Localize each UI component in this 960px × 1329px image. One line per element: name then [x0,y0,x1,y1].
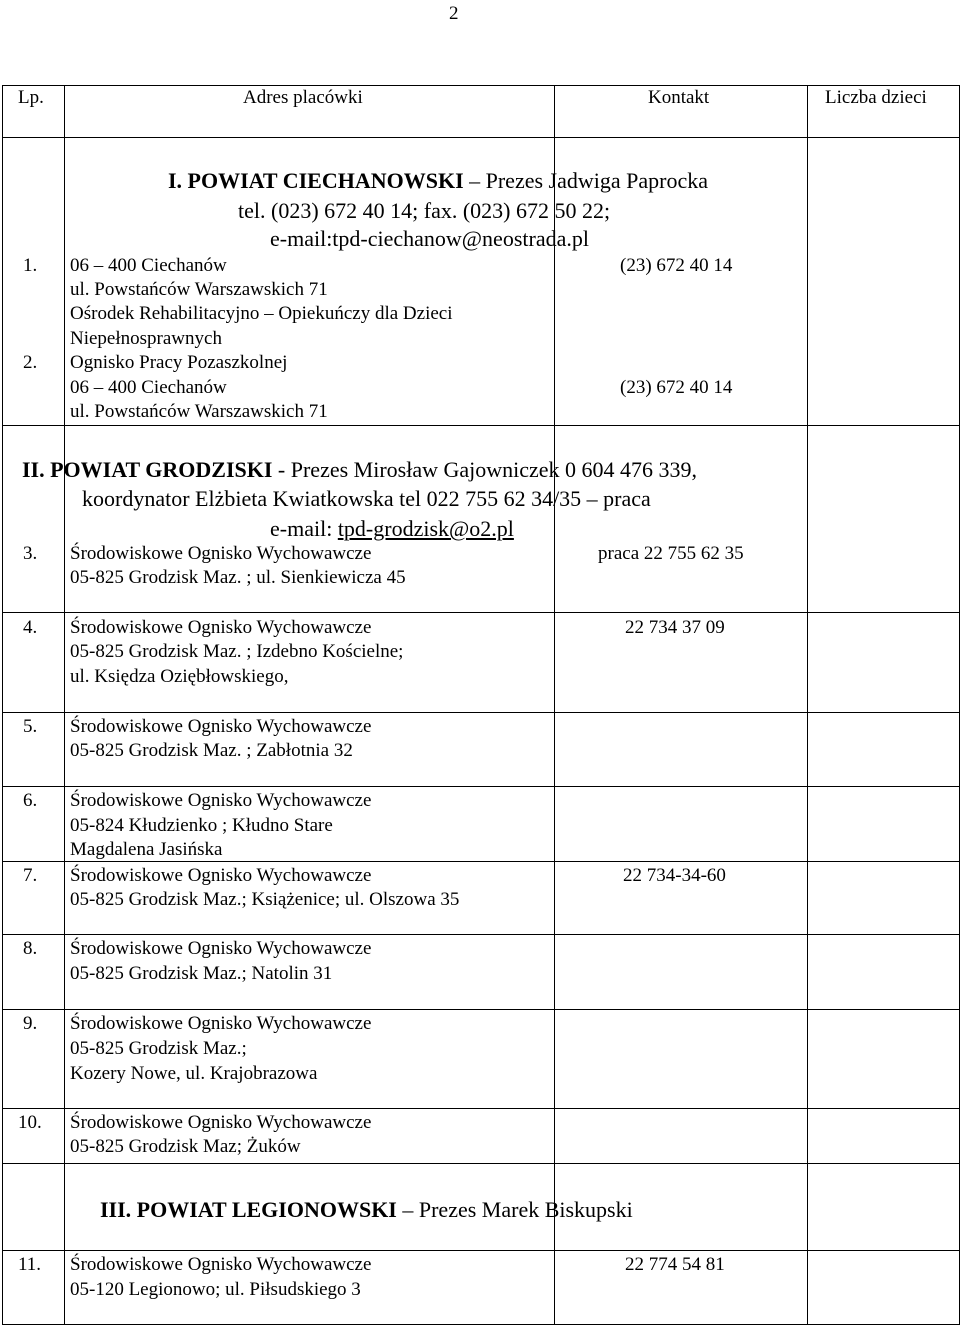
entry-8-line2: 05-825 Grodzisk Maz.; Natolin 31 [70,963,333,984]
page-number: 2 [449,3,459,24]
section2-email-link[interactable]: tpd-grodzisk@o2.pl [337,516,514,541]
section2-title-lead: II. POWIAT GRODZISKI [22,457,273,482]
entry-2-line1: Ognisko Pracy Pozaszkolnej [70,352,288,373]
entry-11-line1: Środowiskowe Ognisko Wychowawcze [70,1254,372,1275]
section3-title-lead: III. POWIAT LEGIONOWSKI [100,1197,397,1222]
section2-title-rest: - Prezes Mirosław Gajowniczek 0 604 476 339, [272,457,698,482]
entry-8-line1: Środowiskowe Ognisko Wychowawcze [70,938,372,959]
entry-8-number: 8. [23,938,38,959]
section1-title [168,168,708,194]
entry-9-number: 9. [23,1013,38,1034]
entry-4-line2: 05-825 Grodzisk Maz. ; Izdebno Kościelne; [70,641,404,662]
entry-2-number: 2. [23,352,38,373]
entry-6-line3: Magdalena Jasińska [70,839,223,860]
entry-1-line3: Ośrodek Rehabilitacyjno – Opiekuńczy dla Dzieci [70,303,453,324]
entry-5-line1: Środowiskowe Ognisko Wychowawcze [70,716,372,737]
entry-5-line2: 05-825 Grodzisk Maz. ; Zabłotnia 32 [70,740,353,761]
entry-1-line1: 06 – 400 Ciechanów [70,255,227,276]
entry-3-line1: Środowiskowe Ognisko Wychowawcze [70,543,372,564]
entry-1-contact: (23) 672 40 14 [620,255,733,276]
entry-4-number: 4. [23,617,38,638]
entry-4-contact: 22 734 37 09 [625,617,725,638]
section2-coordinator: koordynator Elżbieta Kwiatkowska tel 022 755 62 34/35 – praca [82,486,651,511]
entry-10-line2: 05-825 Grodzisk Maz; Żuków [70,1136,301,1157]
header-children: Liczba dzieci [825,87,927,108]
section1-phone: tel. (023) 672 40 14; fax. (023) 672 50 22; [238,198,611,223]
entry-2-contact: (23) 672 40 14 [620,377,733,398]
header-lp: Lp. [18,87,44,108]
entry-11-contact: 22 774 54 81 [625,1254,725,1275]
entry-5-number: 5. [23,716,38,737]
section1-email: e-mail:tpd-ciechanow@neostrada.pl [270,226,589,251]
header-address: Adres placówki [243,87,363,108]
entry-11-number: 11. [18,1254,42,1275]
section2-title [22,457,697,483]
entry-4-line1: Środowiskowe Ognisko Wychowawcze [70,617,372,638]
entry-6-number: 6. [23,790,38,811]
entry-7-line1: Środowiskowe Ognisko Wychowawcze [70,865,372,886]
entry-6-line2: 05-824 Kłudzienko ; Kłudno Stare [70,815,333,836]
entry-1-line4: Niepełnosprawnych [70,328,222,349]
entry-3-contact: praca 22 755 62 35 [598,543,744,564]
entry-1-line2: ul. Powstańców Warszawskich 71 [70,279,328,300]
entry-7-line2: 05-825 Grodzisk Maz.; Książenice; ul. Olszowa 35 [70,889,460,910]
entry-2-line2: 06 – 400 Ciechanów [70,377,227,398]
section1-title-rest: – Prezes Jadwiga Paprocka [463,168,708,193]
entry-3-number: 3. [23,543,38,564]
section3-title [100,1197,633,1223]
entry-9-line2: 05-825 Grodzisk Maz.; [70,1038,247,1059]
entry-4-line3: ul. Księdza Oziębłowskiego, [70,666,289,687]
entry-11-line2: 05-120 Legionowo; ul. Piłsudskiego 3 [70,1279,361,1300]
entry-1-number: 1. [23,255,38,276]
entry-2-line3: ul. Powstańców Warszawskich 71 [70,401,328,422]
entry-9-line3: Kozery Nowe, ul. Krajobrazowa [70,1063,318,1084]
section2-email-line [270,516,514,542]
section1-title-lead: I. POWIAT CIECHANOWSKI [168,168,464,193]
entry-9-line1: Środowiskowe Ognisko Wychowawcze [70,1013,372,1034]
section2-email-label: e-mail: [270,516,338,541]
entry-7-number: 7. [23,865,38,886]
section3-title-rest: – Prezes Marek Biskupski [396,1197,633,1222]
entry-3-line2: 05-825 Grodzisk Maz. ; ul. Sienkiewicza 45 [70,567,406,588]
entry-10-line1: Środowiskowe Ognisko Wychowawcze [70,1112,372,1133]
entry-6-line1: Środowiskowe Ognisko Wychowawcze [70,790,372,811]
header-contact: Kontakt [648,87,710,108]
entry-7-contact: 22 734-34-60 [623,865,726,886]
entry-10-number: 10. [18,1112,42,1133]
